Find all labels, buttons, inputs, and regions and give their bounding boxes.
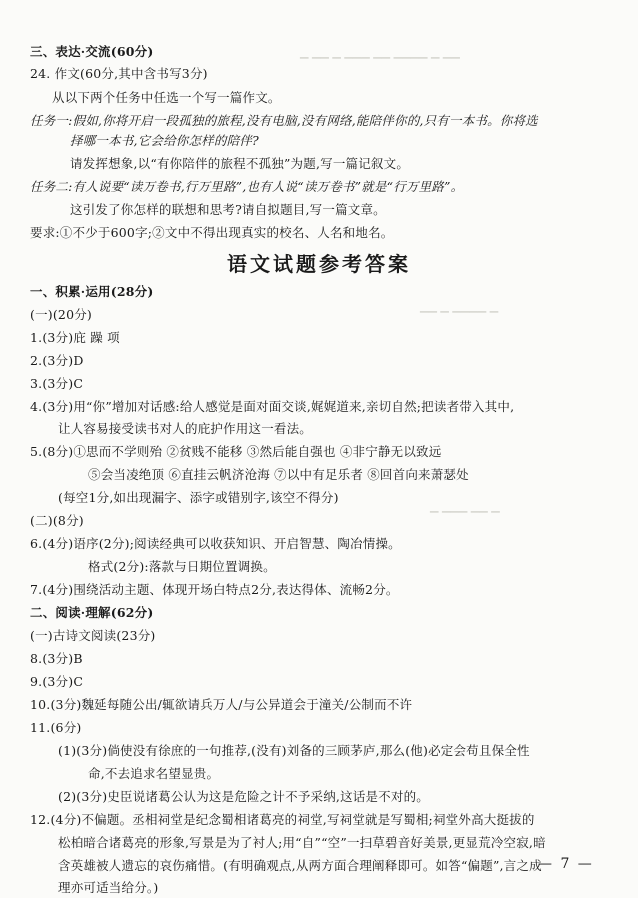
sub2-heading: (二)(8分) bbox=[30, 513, 84, 528]
answer-12-line1: 12.(4分)不偏题。丞相祠堂是纪念蜀相诸葛亮的祠堂,写祠堂就是写蜀相;祠堂外高大挺拔的 bbox=[30, 812, 535, 827]
answer-11-2: (2)(3分)史臣说诸葛公认为这是危险之计不予采纳,这话是不对的。 bbox=[58, 789, 429, 804]
page-number: — 7 — bbox=[538, 856, 594, 872]
answer-5-note: (每空1分,如出现漏字、添字或错别字,该空不得分) bbox=[58, 490, 339, 505]
answer-2: 2.(3分)D bbox=[30, 353, 84, 368]
answer-5-line2: ⑤会当凌绝顶 ⑥直挂云帆济沧海 ⑦以中有足乐者 ⑧回首向来萧瑟处 bbox=[88, 467, 469, 482]
answer-6-line1: 6.(4分)语序(2分);阅读经典可以收获知识、开启智慧、陶冶情操。 bbox=[30, 536, 401, 551]
answer-6-line2: 格式(2分):落款与日期位置调换。 bbox=[88, 559, 276, 574]
answer-11: 11.(6分) bbox=[30, 720, 82, 735]
essay-requirement: 要求:①不少于600字;②文中不得出现真实的校名、人名和地名。 bbox=[30, 225, 394, 240]
bleed-through-text: ▁▁ ▁ ▁▁▁▁ ▁ bbox=[420, 300, 499, 313]
section3-heading: 三、表达·交流(60分) bbox=[30, 44, 154, 59]
answer-7: 7.(4分)围绕活动主题、体现开场白特点2分,表达得体、流畅2分。 bbox=[30, 582, 399, 597]
answer-12-line2: 松柏暗合诸葛亮的形象,写景是为了衬人;用“自”“空”一扫草碧音好美景,更显荒冷空寂,暗 bbox=[58, 835, 546, 850]
sub3-heading: (一)古诗文阅读(23分) bbox=[30, 628, 156, 643]
task1-line2: 择哪一本书,它会给你怎样的陪伴? bbox=[70, 133, 259, 148]
answer-1: 1.(3分)庇 躁 项 bbox=[30, 330, 120, 345]
part2-heading: 二、阅读·理解(62分) bbox=[30, 605, 154, 620]
task1-line1: 任务一:假如,你将开启一段孤独的旅程,没有电脑,没有网络,能陪伴你的,只有一本书。你将选 bbox=[30, 113, 538, 128]
answer-12-line4: 理亦可适当给分。) bbox=[58, 880, 159, 895]
task2-line1: 任务二:有人说要“读万卷书,行万里路”,也有人说“读万卷书”就是“行万里路”。 bbox=[30, 179, 464, 194]
sub1-heading: (一)(20分) bbox=[30, 307, 93, 322]
bleed-through-text: ▁ ▁▁ ▁ ▁▁▁ ▁▁ ▁▁▁▁ ▁ ▁▁ bbox=[300, 46, 460, 59]
answer-5-line1: 5.(8分)①思而不学则殆 ②贫贱不能移 ③然后能自强也 ④非宁静无以致远 bbox=[30, 444, 442, 459]
answer-10: 10.(3分)魏延每随公出/辄欲请兵万人/与公异道会于潼关/公制而不许 bbox=[30, 697, 413, 712]
answer-11-1-line2: 命,不去追求名望显贵。 bbox=[88, 766, 220, 781]
answer-12-line3: 含英雄被人遗忘的哀伤痛惜。(有明确观点,从两方面合理阐释即可。如答“偏题”,言之成 bbox=[58, 858, 542, 873]
answer-4-line1: 4.(3分)用“你”增加对话感:给人感觉是面对面交谈,娓娓道来,亲切自然;把读者带入其中, bbox=[30, 399, 515, 414]
task1-line3: 请发挥想象,以“有你陪伴的旅程不孤独”为题,写一篇记叙文。 bbox=[70, 156, 410, 171]
answer-3: 3.(3分)C bbox=[30, 376, 84, 391]
answer-9: 9.(3分)C bbox=[30, 674, 84, 689]
q24-label: 24. 作文(60分,其中含书写3分) bbox=[30, 66, 208, 81]
answer-11-1-line1: (1)(3分)倘使没有徐庶的一句推荐,(没有)刘备的三顾茅庐,那么(他)必定会苟且保全性 bbox=[58, 743, 530, 758]
answers-title: 语文试题参考答案 bbox=[227, 252, 411, 276]
part1-heading: 一、积累·运用(28分) bbox=[30, 284, 154, 299]
bleed-through-text: ▁ ▁▁▁ ▁▁ ▁ bbox=[430, 500, 500, 513]
q24-instruction: 从以下两个任务中任选一个写一篇作文。 bbox=[52, 90, 281, 105]
answer-8: 8.(3分)B bbox=[30, 651, 83, 666]
task2-line2: 这引发了你怎样的联想和思考?请自拟题目,写一篇文章。 bbox=[70, 202, 386, 217]
answer-4-line2: 让人容易接受读书对人的庇护作用这一看法。 bbox=[58, 421, 313, 436]
